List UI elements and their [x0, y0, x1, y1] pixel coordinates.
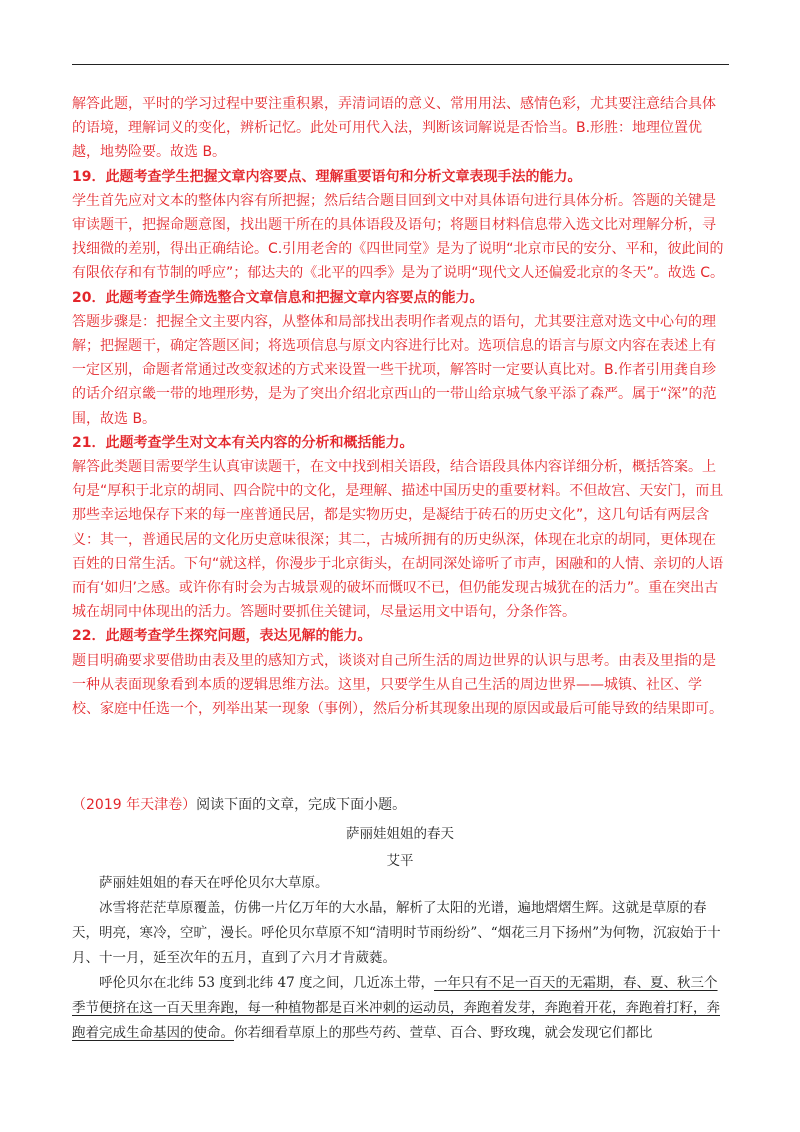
passage-label	[72, 794, 729, 816]
question-22-explanation: 题目明确要求要借助由表及里的感知方式，谈谈对自己所生活的周边世界的认识与思考。由表及里指的是一种从表面现象看到本质的逻辑思维方法。这里，只要学生从自己生活的周边世界——城镇、社区、学校、家庭中任选一个，列举出某一现象（事例），然后分析其现象出现的原因或最后可能导致的结果即可。	[72, 652, 723, 718]
paragraph-3-tail: 你若细看草原上的那些芍药、萱草、百合、野玫瑰，就会发现它们都比	[234, 1025, 653, 1041]
passage-instruction: 阅读下面的文章，完成下面小题。	[196, 797, 407, 813]
question-19-explanation: 学生首先应对文本的整体内容有所把握；然后结合题目回到文中对具体语句进行具体分析。答题的关键是审读题干，把握命题意图，找出题干所在的具体语段及语句；将题目材料信息带入选文比对理解分析，寻找细微的差别，得出正确结论。C.引用老舍的《四世同堂》是为了说明“北京市民的安分、平和，彼此间的有限依存和有节制的呼应”；郁达夫的《北平的四季》是为了说明“现代文人还偏爱北京的冬天”。故选 C。	[72, 192, 724, 282]
article-title: 萨丽娃姐姐的春天	[346, 826, 454, 842]
article-paragraph-3	[72, 971, 729, 1046]
article-author: 艾平	[386, 853, 414, 869]
answer-intro-paragraph: 解答此题，平时的学习过程中要注重积累，弄清词语的意义、常用用法、感情色彩，尤其要注意结合具体的语境，理解词义的变化，辨析记忆。此处可用代入法，判断该词解说是否恰当。B.形胜：地理位置优越，地势险要。故选 B。	[72, 96, 716, 161]
article-paragraph-2: 冰雪将茫茫草原覆盖，仿佛一片亿万年的大水晶，解析了太阳的光谱，遍地熠熠生辉。这就是草原的春天，明亮，寒冷，空旷，漫长。呼伦贝尔草原不知“清明时节雨纷纷”、“烟花三月下扬州”为何物，沉寂始于十月、十一月，延至次年的五月，直到了六月才肯葳蕤。	[72, 900, 721, 966]
paragraph-3-lead: 呼伦贝尔在北纬 53 度到北纬 47 度之间，几近冻土带，	[99, 975, 435, 991]
article-paragraph-1: 萨丽娃姐姐的春天在呼伦贝尔大草原。	[99, 875, 329, 891]
underlined-sentence: 一年只有不足一百天的无霜期，春、夏、秋三个季节便挤在这一百天里奔跑，每一种植物都是百米冲刺的运动员，奔跑着发芽，奔跑着开花，奔跑着打籽，奔跑着完成生命基因的使命。	[72, 975, 720, 1041]
question-20-explanation: 答题步骤是：把握全文主要内容，从整体和局部找出表明作者观点的语句，尤其要注意对选文中心句的理解；把握题干，确定答题区间；将选项信息与原文内容进行比对。选项信息的语言与原文内容在表述上有一定区别，命题者常通过改变叙述的方式来设置一些干扰项，解答时一定要认真比对。B.作者引用龚自珍的话介绍京畿一带的地理形势，是为了突出介绍北京西山的一带山给京城气象平添了森严。属于“深”的范围，故选 B。	[72, 313, 717, 427]
question-19-title: 19．此题考查学生把握文章内容要点、理解重要语句和分析文章表现手法的能力。	[72, 168, 582, 185]
passage-year: （2019 年天津卷）	[72, 797, 197, 813]
question-21-title: 21．此题考查学生对文本有关内容的分析和概括能力。	[72, 434, 414, 451]
answer-explanations	[72, 92, 729, 721]
question-20-title: 20．此题考查学生筛选整合文章信息和把握文章内容要点的能力。	[72, 289, 484, 306]
question-21-explanation: 解答此类题目需要学生认真审读题干，在文中找到相关语段，结合语段具体内容详细分析，概括答案。上句是“厚积于北京的胡同、四合院中的文化，是理解、描述中国历史的重要材料。不但故宫、天安门，而且那些幸运地保存下来的每一座普通民居，都是实物历史，是凝结于砖石的历史文化”，这几句话有两层含义：其一，普通民居的文化历史意味很深；其二，古城所拥有的历史纵深，体现在北京的胡同，更体现在百姓的日常生活。下句“就这样，你漫步于北京街头，在胡同深处谛听了市声，困融和的人情、亲切的人语而有‘如归’之感。或许你有时会为古城景观的破坏而慨叹不已，但仍能发现古城犹在的活力”。重在突出古城在胡同中体现出的活力。答题时要抓住关键词，尽量运用文中语句，分条作答。	[72, 459, 724, 621]
question-22-title: 22．此题考查学生探究问题，表达见解的能力。	[72, 628, 372, 645]
article-body	[72, 871, 729, 1046]
header-rule	[72, 64, 729, 65]
